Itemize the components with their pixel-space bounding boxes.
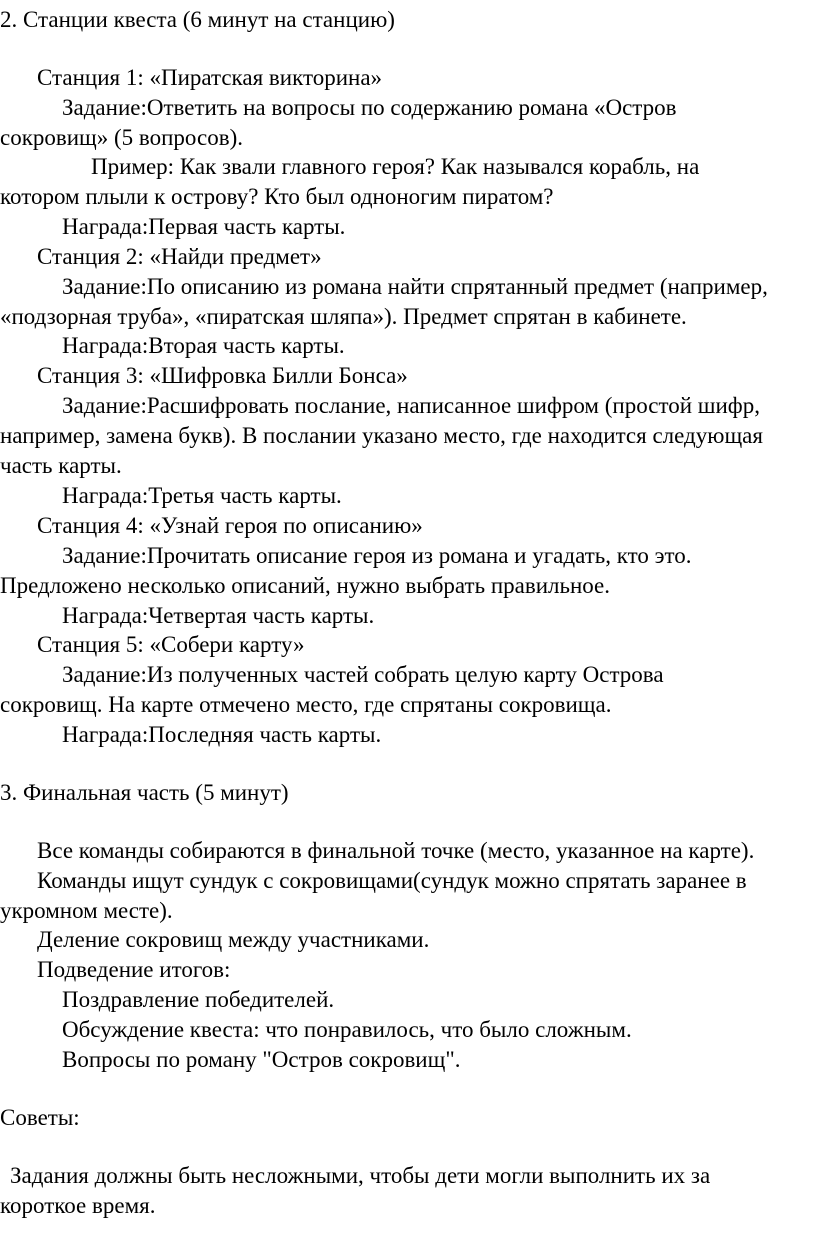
final-subitem-3: Вопросы по роману "Остров сокровищ".	[62, 1047, 461, 1072]
tip-1-cont: короткое время.	[0, 1193, 156, 1218]
section-2-heading: 2. Станции квеста (6 минут на станцию)	[0, 7, 395, 32]
final-subitem-1: Поздравление победителей.	[62, 987, 335, 1012]
station-3-task-cont2: часть карты.	[0, 453, 122, 478]
station-2-task: Задание:По описанию из романа найти спрятанный предмет (например,	[62, 274, 768, 299]
final-item-4: Подведение итогов:	[37, 957, 231, 982]
station-4-task-cont: Предложено несколько описаний, нужно выбрать правильное.	[0, 573, 611, 598]
tip-1: Задания должны быть несложными, чтобы дети могли выполнить их за	[10, 1163, 711, 1188]
station-1-reward: Награда:Первая часть карты.	[62, 214, 346, 239]
station-4-reward: Награда:Четвертая часть карты.	[62, 603, 375, 628]
station-2-reward: Награда:Вторая часть карты.	[62, 333, 345, 358]
station-3-reward: Награда:Третья часть карты.	[62, 483, 342, 508]
station-2-task-cont: «подзорная труба», «пиратская шляпа»). Предмет спрятан в кабинете.	[0, 304, 687, 329]
station-1-example-cont: котором плыли к острову? Кто был одноногим пиратом?	[0, 184, 554, 209]
station-1-title: Станция 1: «Пиратская викторина»	[37, 65, 383, 90]
final-item-1: Все команды собираются в финальной точке (место, указанное на карте).	[37, 838, 755, 863]
station-1-example: Пример: Как звали главного героя? Как назывался корабль, на	[91, 154, 700, 179]
final-item-2: Команды ищут сундук с сокровищами(сундук можно спрятать заранее в	[37, 868, 747, 893]
station-1-task: Задание:Ответить на вопросы по содержанию романа «Остров	[62, 95, 677, 120]
station-4-title: Станция 4: «Узнай героя по описанию»	[37, 513, 423, 538]
station-4-task: Задание:Прочитать описание героя из романа и угадать, кто это.	[62, 543, 692, 568]
final-item-2-cont: укромном месте).	[0, 898, 173, 923]
station-3-task: Задание:Расшифровать послание, написанное шифром (простой шифр,	[62, 393, 760, 418]
section-3-heading: 3. Финальная часть (5 минут)	[0, 780, 289, 805]
station-1-task-cont: сокровищ» (5 вопросов).	[0, 125, 243, 150]
station-5-reward: Награда:Последняя часть карты.	[62, 722, 382, 747]
station-5-task-cont: сокровищ. На карте отмечено место, где спрятаны сокровища.	[0, 692, 612, 717]
station-3-title: Станция 3: «Шифровка Билли Бонса»	[37, 363, 408, 388]
station-2-title: Станция 2: «Найди предмет»	[37, 244, 322, 269]
final-item-3: Деление сокровищ между участниками.	[37, 927, 430, 952]
station-5-title: Станция 5: «Собери карту»	[37, 632, 305, 657]
tips-heading: Советы:	[0, 1105, 80, 1130]
final-subitem-2: Обсуждение квеста: что понравилось, что было сложным.	[62, 1017, 632, 1042]
station-3-task-cont: например, замена букв). В послании указано место, где находится следующая	[0, 423, 763, 448]
station-5-task: Задание:Из полученных частей собрать целую карту Острова	[62, 662, 664, 687]
